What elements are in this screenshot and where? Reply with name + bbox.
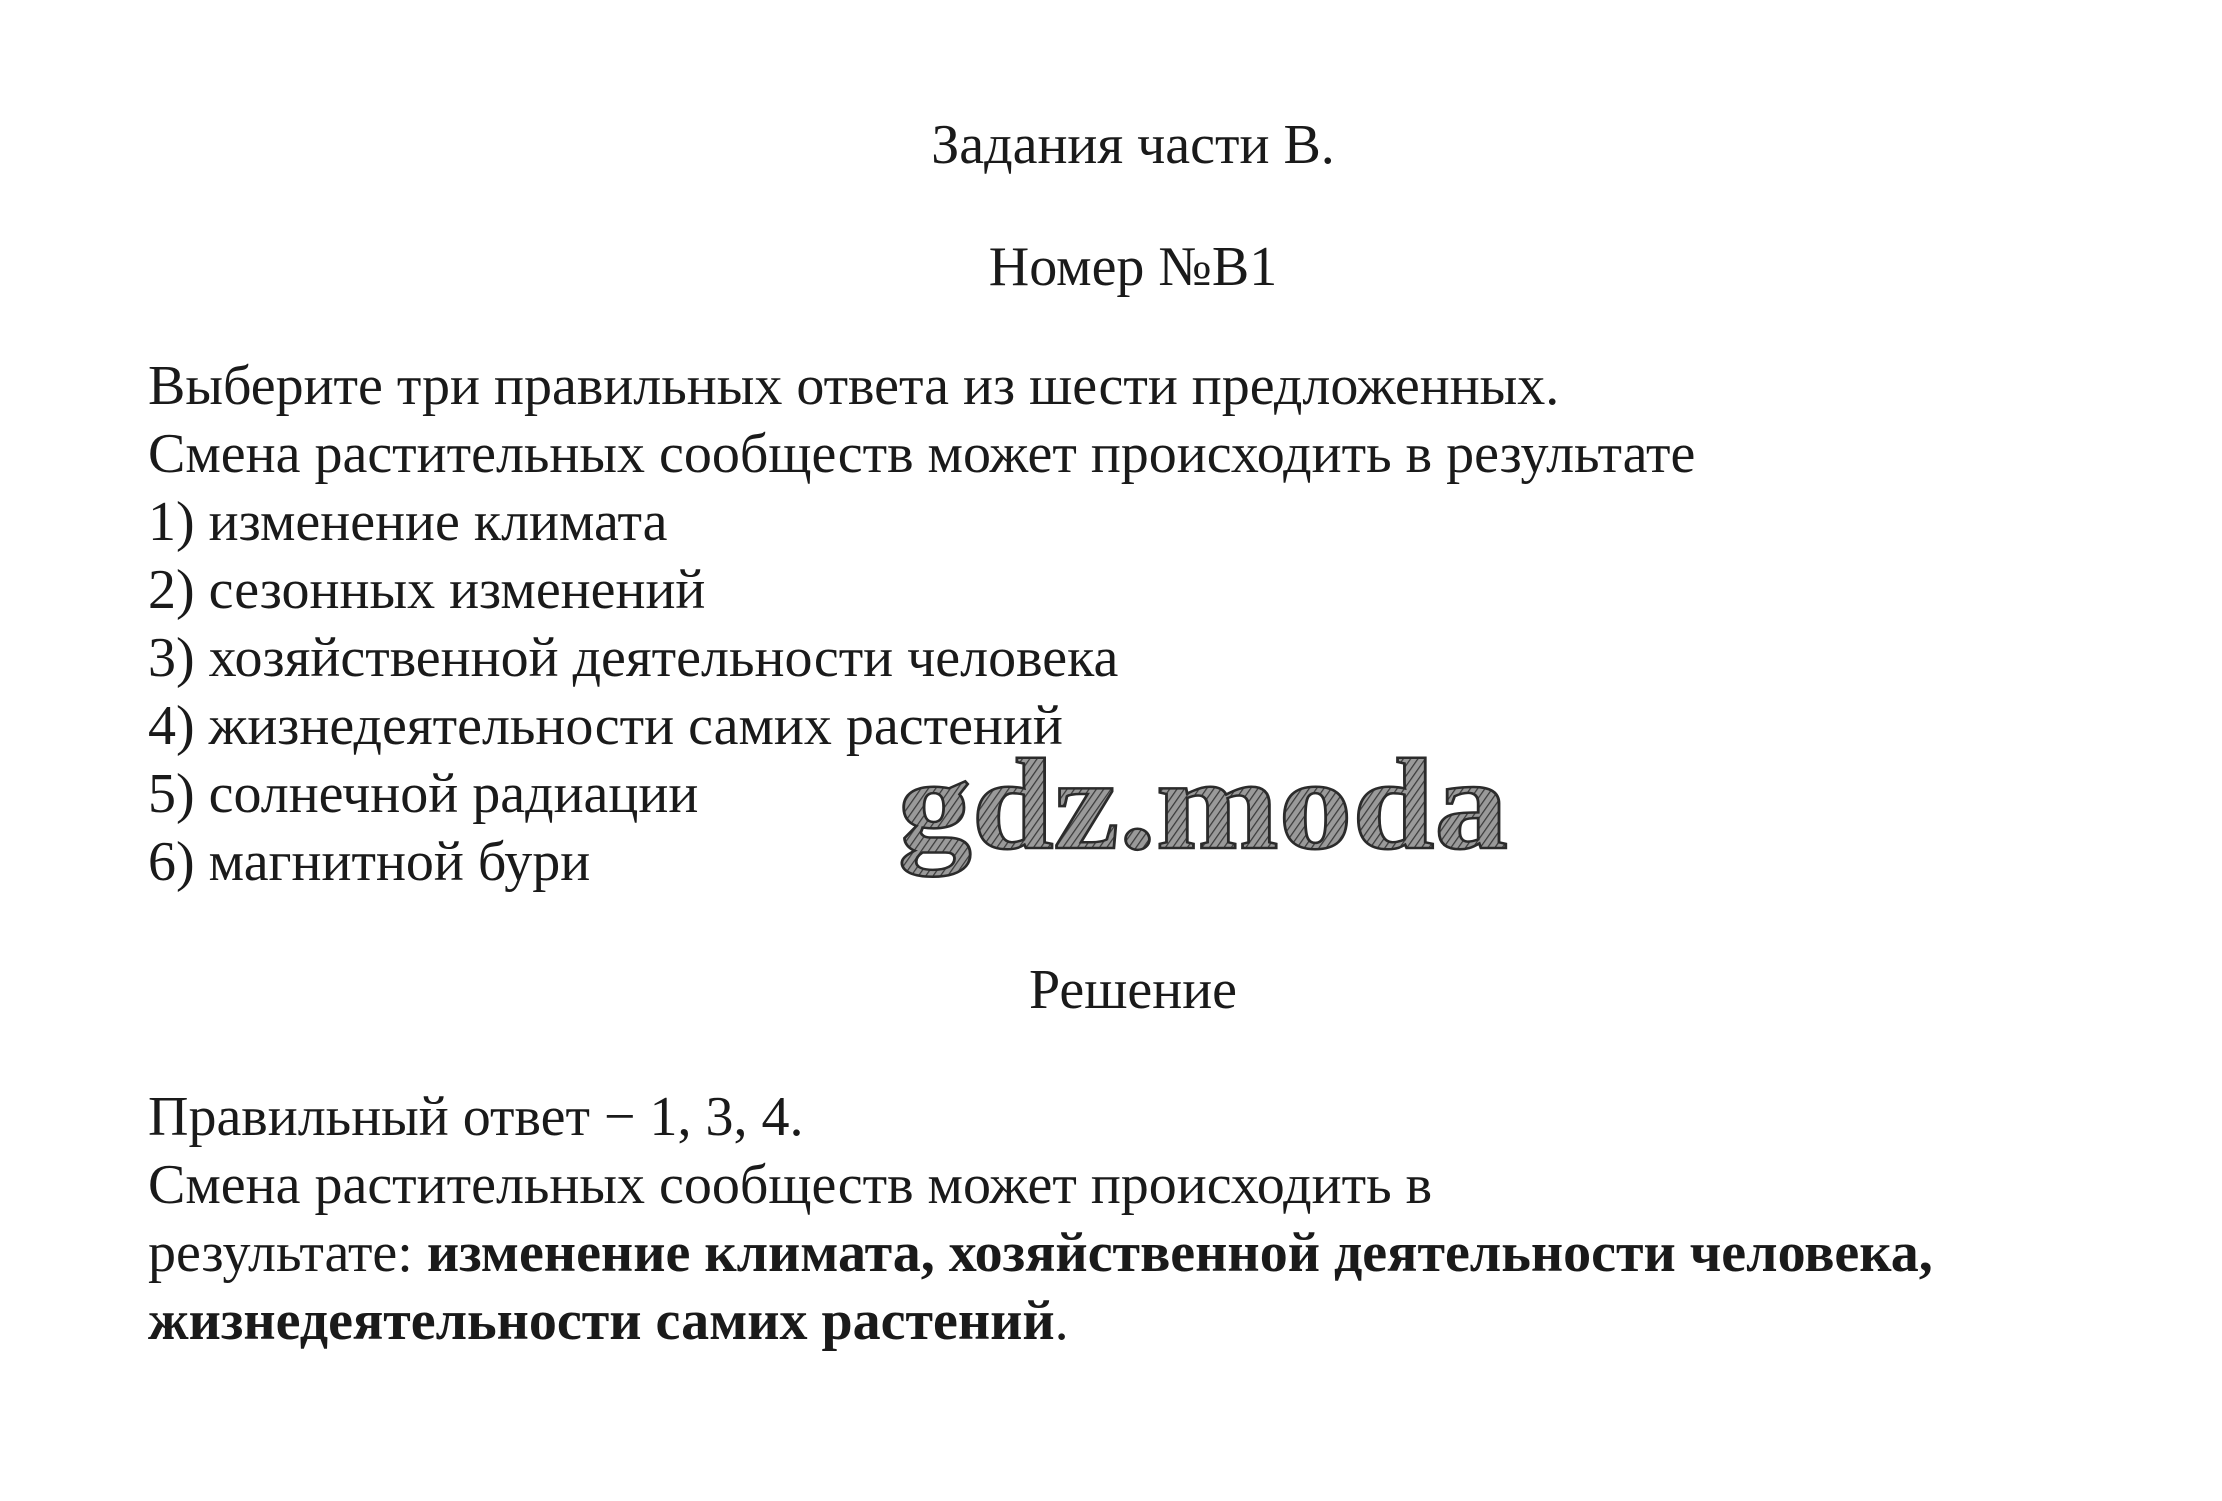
problem-number: Номер №B1 bbox=[988, 236, 1278, 298]
explanation-suffix: . bbox=[1054, 1290, 1069, 1352]
option-item: 1) изменение климата bbox=[148, 491, 668, 553]
option-item: 3) хозяйственной деятельности человека bbox=[148, 627, 1119, 689]
option-item: 4) жизнедеятельности самих растений bbox=[148, 695, 1063, 757]
explanation-line bbox=[148, 1287, 2148, 1355]
option-item: 5) солнечной радиации bbox=[148, 763, 699, 825]
explanation-prefix: результате: bbox=[148, 1222, 427, 1284]
task-question: Смена растительных сообществ может происходить в результате bbox=[148, 423, 1696, 485]
solution-heading: Решение bbox=[1028, 959, 1238, 1021]
section-title: Задания части B. bbox=[931, 114, 1335, 176]
task-instruction: Выберите три правильных ответа из шести предложенных. bbox=[148, 355, 1560, 417]
svg-text:gdz.moda: gdz.moda bbox=[898, 733, 1508, 877]
explanation-bold-part: жизнедеятельности самих растений bbox=[148, 1290, 1055, 1352]
explanation-line bbox=[148, 1219, 2148, 1287]
answer-block bbox=[148, 1083, 2148, 1355]
option-item: 2) сезонных изменений bbox=[148, 559, 706, 621]
explanation-line: Смена растительных сообществ может происходить в bbox=[148, 1154, 1433, 1216]
task-block bbox=[148, 352, 2148, 896]
explanation-bold-part: изменение климата, хозяйственной деятельности человека, bbox=[426, 1222, 1933, 1284]
option-item: 6) магнитной бури bbox=[148, 831, 591, 893]
answer-line: Правильный ответ − 1, 3, 4. bbox=[148, 1086, 804, 1148]
